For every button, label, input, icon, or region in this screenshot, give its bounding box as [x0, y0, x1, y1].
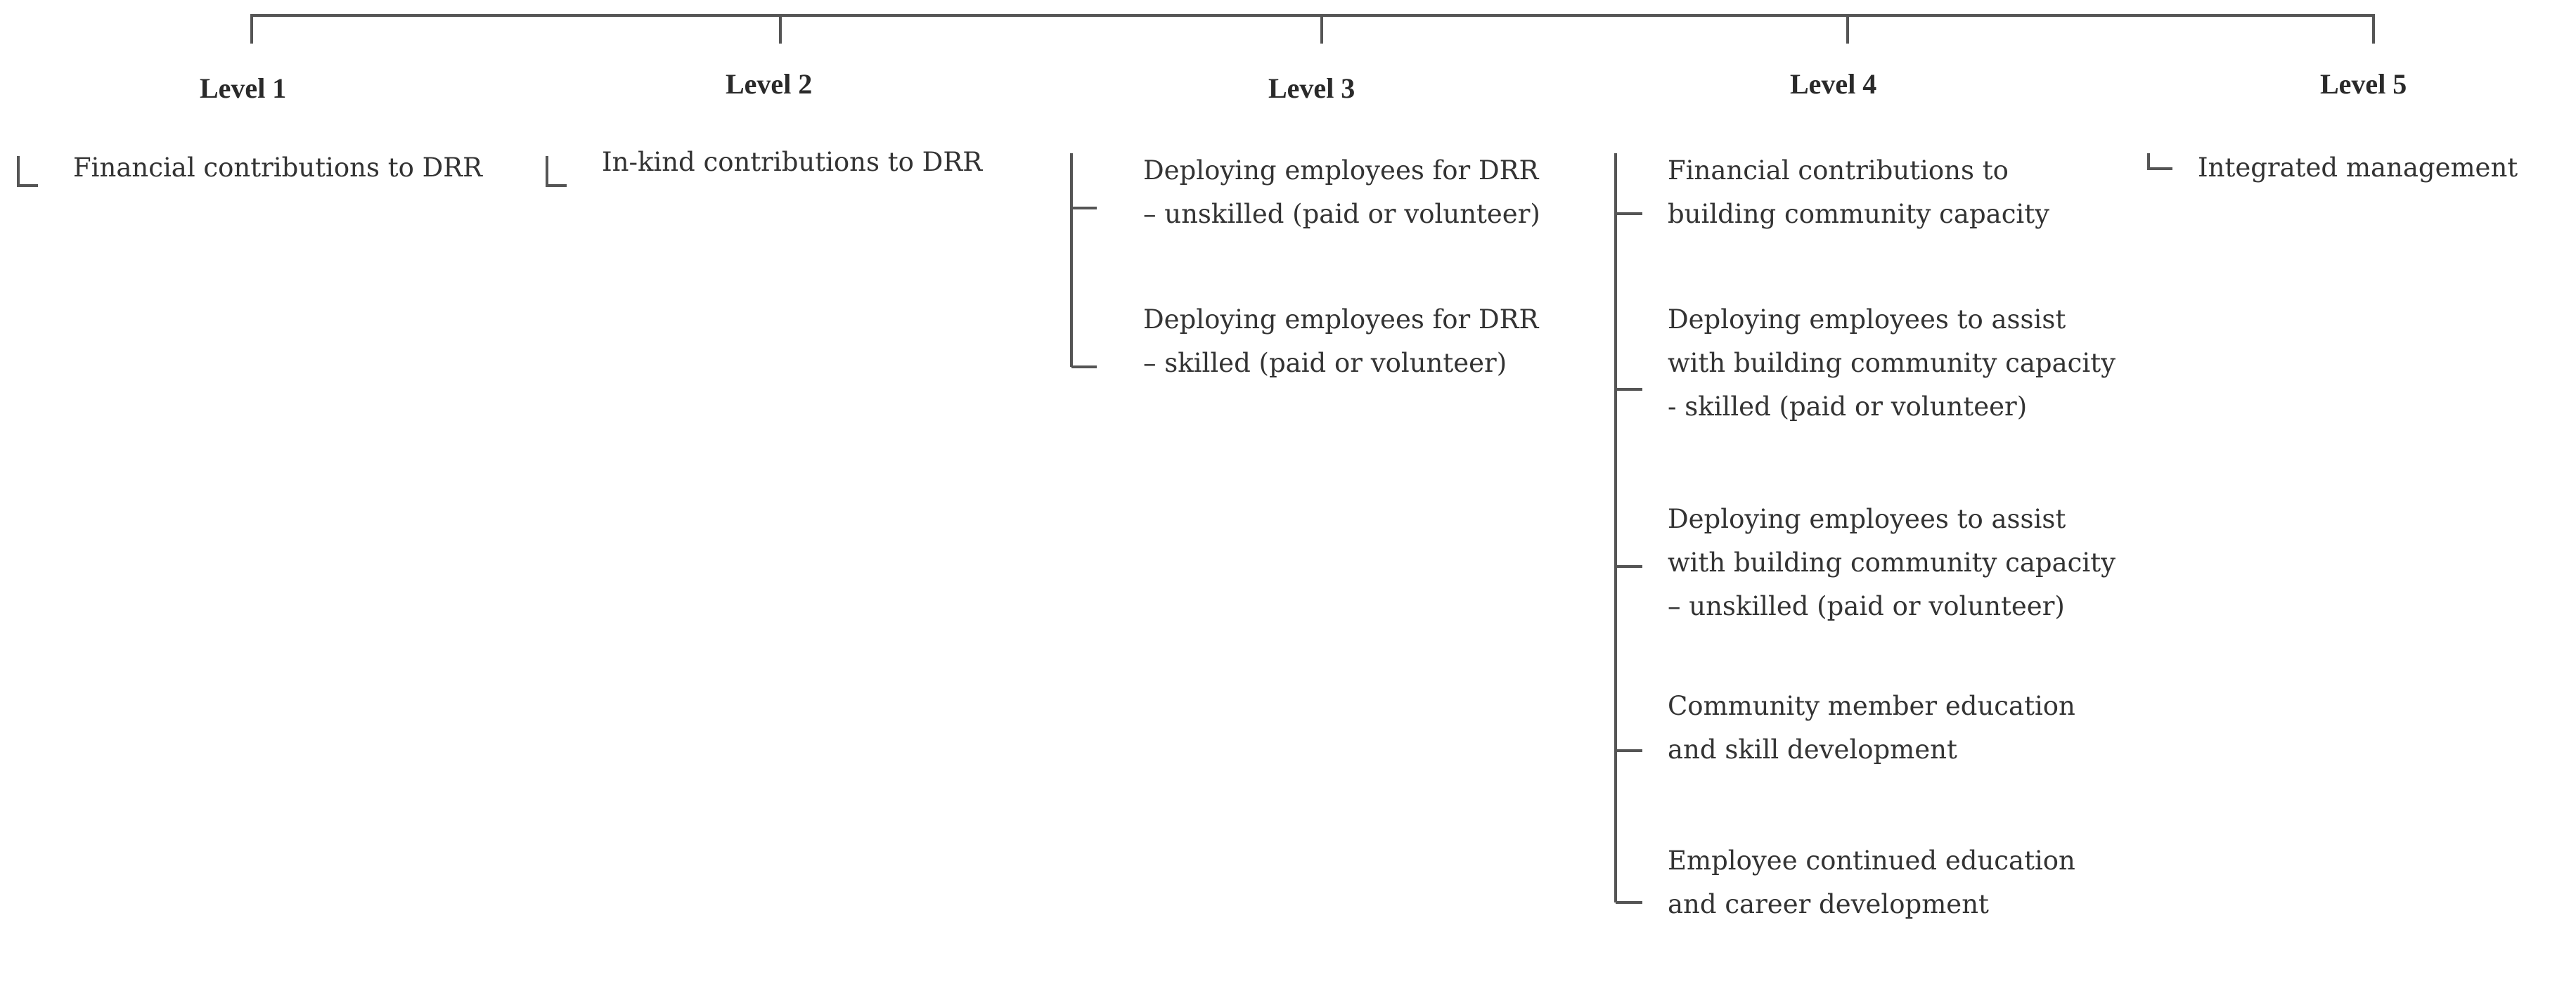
- level-4-item-financial: Financial contributions to building community capacity: [1668, 155, 2050, 229]
- level-3-item-skilled: Deploying employees for DRR – skilled (paid or volunteer): [1143, 304, 1539, 378]
- level-5-item: Integrated management: [2198, 153, 2518, 183]
- level-1-title: Level 1: [200, 72, 287, 104]
- level-2-bracket: [547, 156, 567, 186]
- level-2-item: In-kind contributions to DRR: [602, 147, 983, 177]
- level-4-title: Level 4: [1790, 68, 1877, 100]
- level-4-item-community-education: Community member education and skill development: [1668, 691, 2075, 765]
- level-1-bracket: [18, 156, 38, 186]
- level-5-title: Level 5: [2320, 68, 2407, 100]
- level-4-item-deploying-skilled: Deploying employees to assist with building community capacity - skilled (paid or volunteer): [1668, 304, 2115, 422]
- level-3-title: Level 3: [1268, 72, 1355, 104]
- level-4-item-deploying-unskilled: Deploying employees to assist with building community capacity – unskilled (paid or volunteer): [1668, 504, 2115, 621]
- level-3-item-unskilled: Deploying employees for DRR – unskilled (paid or volunteer): [1143, 155, 1540, 229]
- level-2-title: Level 2: [726, 68, 813, 100]
- level-1-item: Financial contributions to DRR: [73, 153, 483, 183]
- level-4-item-employee-education: Employee continued education and career development: [1668, 846, 2075, 919]
- level-5-bracket: [2149, 153, 2172, 169]
